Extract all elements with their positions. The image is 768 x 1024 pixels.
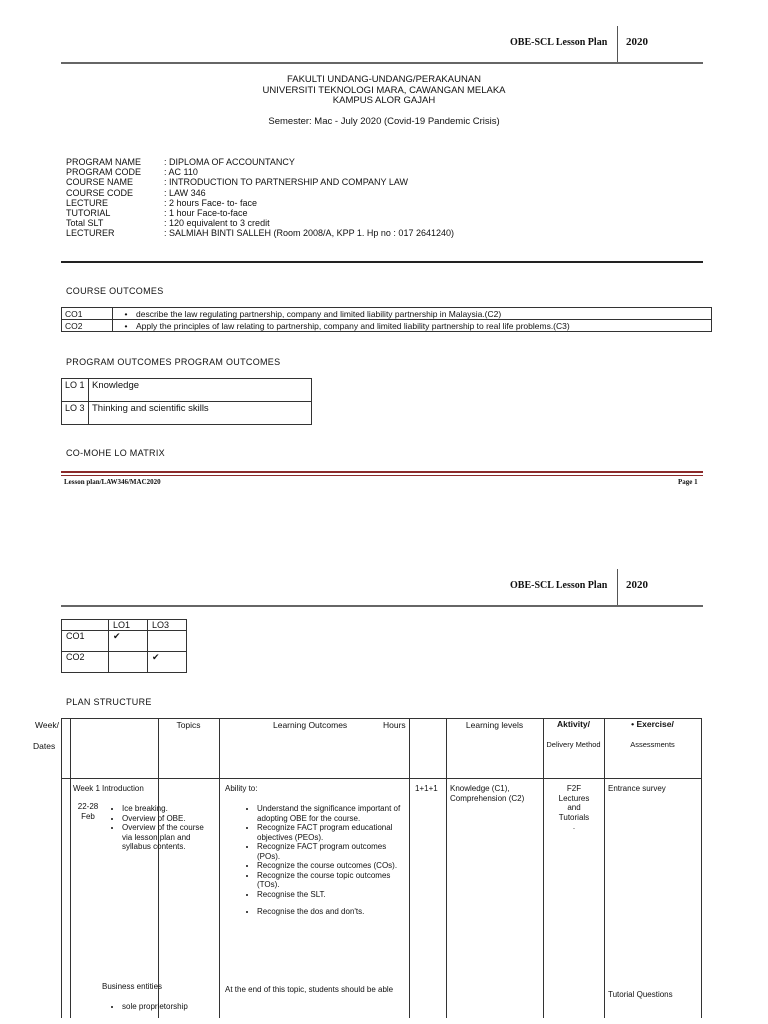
matrix-title: CO-MOHE LO MATRIX bbox=[66, 448, 165, 458]
col-header-activity: Aktivity/ bbox=[556, 719, 591, 729]
header-year: 2020 bbox=[626, 579, 648, 591]
plan-structure-title: PLAN STRUCTURE bbox=[66, 697, 152, 707]
info-value: : 120 equivalent to 3 credit bbox=[164, 218, 270, 229]
topic-title: Business entities bbox=[102, 982, 163, 991]
matrix-col-header: LO1 bbox=[109, 620, 148, 631]
check-icon: ✔ bbox=[148, 652, 187, 673]
co-code: CO1 bbox=[62, 308, 113, 320]
exercise-value: Entrance survey bbox=[608, 784, 666, 793]
outcome-intro: Ability to: bbox=[225, 784, 258, 793]
list-item: • Overview of OBE. bbox=[122, 814, 210, 824]
list-item: • Understand the significance important of adopting OBE for the course. bbox=[257, 804, 403, 823]
course-outcomes-table bbox=[61, 307, 712, 332]
program-outcomes-title: PROGRAM OUTCOMES PROGRAM OUTCOMES bbox=[66, 357, 281, 367]
topic-title: Introduction bbox=[102, 784, 144, 793]
grid-line bbox=[701, 718, 702, 1018]
header-divider bbox=[617, 26, 618, 62]
header-title: OBE-SCL Lesson Plan bbox=[510, 580, 608, 591]
header-year: 2020 bbox=[626, 36, 648, 48]
course-outcomes-title: COURSE OUTCOMES bbox=[66, 286, 164, 296]
po-text: Knowledge bbox=[89, 379, 312, 402]
info-value: : 2 hours Face- to- face bbox=[164, 197, 258, 208]
grid-line bbox=[543, 718, 544, 1018]
co-text-cell bbox=[113, 308, 712, 320]
info-row bbox=[66, 228, 454, 238]
info-row bbox=[66, 198, 454, 208]
info-row bbox=[66, 218, 454, 228]
co-text: describe the law regulating partnership, company and limited liability partnership in Malaysia.(C2) bbox=[136, 308, 502, 319]
table-row bbox=[62, 620, 187, 631]
program-outcomes-table bbox=[61, 378, 312, 425]
po-code: LO 3 bbox=[62, 402, 89, 425]
check-icon: ✔ bbox=[109, 631, 148, 652]
course-info bbox=[66, 157, 454, 239]
matrix-corner bbox=[62, 620, 109, 631]
col-header-topics: Topics bbox=[176, 720, 201, 730]
faculty-name: FAKULTI UNDANG-UNDANG/PERAKAUNAN bbox=[286, 74, 482, 85]
col-header-hours: Hours bbox=[383, 720, 406, 730]
header-title: OBE-SCL Lesson Plan bbox=[510, 37, 608, 48]
co-lo-matrix bbox=[61, 619, 187, 673]
matrix-row-code: CO1 bbox=[62, 631, 109, 652]
plan-structure-table bbox=[33, 718, 702, 1018]
grid-line bbox=[446, 718, 447, 1018]
list-item: • Recognize FACT program educational objectives (PEOs). bbox=[257, 823, 403, 842]
info-label: LECTURE bbox=[66, 197, 109, 208]
bullet-icon: • bbox=[124, 320, 128, 331]
info-label: TUTORIAL bbox=[66, 208, 111, 219]
info-label: COURSE CODE bbox=[66, 187, 134, 198]
semester: Semester: Mac - July 2020 (Covid-19 Pandemic Crisis) bbox=[268, 115, 500, 127]
info-label: LECTURER bbox=[66, 228, 115, 239]
topic-list bbox=[108, 804, 210, 852]
table-row bbox=[62, 402, 312, 425]
co-text-cell bbox=[113, 320, 712, 332]
info-row bbox=[66, 157, 454, 167]
footer-rule bbox=[61, 475, 703, 476]
section-rule bbox=[61, 261, 703, 263]
list-item: • Recognise the dos and don'ts. bbox=[257, 907, 403, 917]
col-header-week: Week/ bbox=[35, 720, 59, 730]
col-header-delivery: Delivery Method bbox=[546, 740, 601, 749]
matrix-row-code: CO2 bbox=[62, 652, 109, 673]
institution-block bbox=[0, 75, 768, 127]
info-value: : 1 hour Face-to-face bbox=[164, 208, 248, 219]
grid-line bbox=[61, 718, 62, 1018]
topic-list bbox=[108, 1002, 210, 1012]
matrix-cell bbox=[148, 631, 187, 652]
table-row bbox=[62, 308, 712, 320]
col-header-levels: Learning levels bbox=[465, 720, 524, 730]
list-item: • Recognize FACT program outcomes (POs). bbox=[257, 842, 403, 861]
col-header-outcomes: Learning Outcomes bbox=[273, 720, 348, 730]
info-label: PROGRAM NAME bbox=[66, 157, 142, 167]
footer-left: Lesson plan/LAW346/MAC2020 bbox=[64, 478, 161, 486]
info-row bbox=[66, 188, 454, 198]
header-rule bbox=[61, 605, 703, 607]
co-code: CO2 bbox=[62, 320, 113, 332]
grid-line bbox=[219, 718, 220, 1018]
info-value: : LAW 346 bbox=[164, 187, 206, 198]
table-row bbox=[62, 379, 312, 402]
info-label: Total SLT bbox=[66, 218, 104, 229]
exercise-label: Exercise/ bbox=[636, 719, 674, 729]
info-label: PROGRAM CODE bbox=[66, 167, 142, 178]
po-text: Thinking and scientific skills bbox=[89, 402, 312, 425]
levels-value: Knowledge (C1), Comprehension (C2) bbox=[450, 784, 525, 803]
info-label: COURSE NAME bbox=[66, 177, 134, 188]
info-row bbox=[66, 208, 454, 218]
university-name: UNIVERSITI TEKNOLOGI MARA, CAWANGAN MELAKA bbox=[262, 84, 506, 96]
footer-page: Page 1 bbox=[678, 478, 698, 486]
footer-rule bbox=[61, 471, 703, 473]
grid-line bbox=[409, 718, 410, 1018]
info-value: : INTRODUCTION TO PARTNERSHIP AND COMPANY LAW bbox=[164, 177, 409, 188]
list-item: • Recognize the course topic outcomes (TOs). bbox=[257, 871, 403, 890]
week-dates: 22-28 Feb bbox=[77, 802, 99, 821]
col-header-assessments: Assessments bbox=[630, 740, 675, 749]
list-item: • Overview of the course via lesson plan and syllabus contents. bbox=[122, 823, 210, 852]
hours-value: 1+1+1 bbox=[415, 784, 438, 793]
list-item: • sole proprietorship bbox=[122, 1002, 210, 1012]
col-header-dates: Dates bbox=[33, 741, 56, 751]
table-row bbox=[62, 320, 712, 332]
delivery-value: F2F Lectures and Tutorials . bbox=[558, 784, 590, 831]
grid-line bbox=[158, 718, 159, 1018]
info-value: : SALMIAH BINTI SALLEH (Room 2008/A, KPP 1. Hp no : 017 2641240) bbox=[164, 228, 454, 239]
col-header-exercise: • Exercise/ bbox=[631, 719, 674, 729]
list-item: • Recognize the course outcomes (COs). bbox=[257, 861, 403, 871]
list-item: • Ice breaking. bbox=[122, 804, 210, 814]
info-value: : AC 110 bbox=[164, 167, 198, 178]
week-number: Week 1 bbox=[73, 784, 100, 793]
table-row bbox=[62, 631, 187, 652]
grid-line bbox=[604, 718, 605, 1018]
exercise-value: Tutorial Questions bbox=[608, 990, 673, 999]
info-row bbox=[66, 177, 454, 187]
info-row bbox=[66, 167, 454, 177]
matrix-cell bbox=[109, 652, 148, 673]
grid-line bbox=[70, 718, 71, 1018]
info-value: : DIPLOMA OF ACCOUNTANCY bbox=[164, 157, 295, 167]
matrix-col-header: LO3 bbox=[148, 620, 187, 631]
campus-name: KAMPUS ALOR GAJAH bbox=[332, 95, 436, 106]
po-code: LO 1 bbox=[62, 379, 89, 402]
outcome-list bbox=[243, 804, 403, 917]
co-text: Apply the principles of law relating to partnership, company and limited liability partnership to real life problems.(C3) bbox=[136, 320, 570, 331]
table-row bbox=[62, 652, 187, 673]
bullet-icon: • bbox=[124, 308, 128, 319]
list-item: • Recognise the SLT. bbox=[257, 890, 403, 900]
header-divider bbox=[617, 569, 618, 605]
header-rule bbox=[61, 62, 703, 64]
outcome-intro: At the end of this topic, students should be able bbox=[225, 985, 394, 994]
